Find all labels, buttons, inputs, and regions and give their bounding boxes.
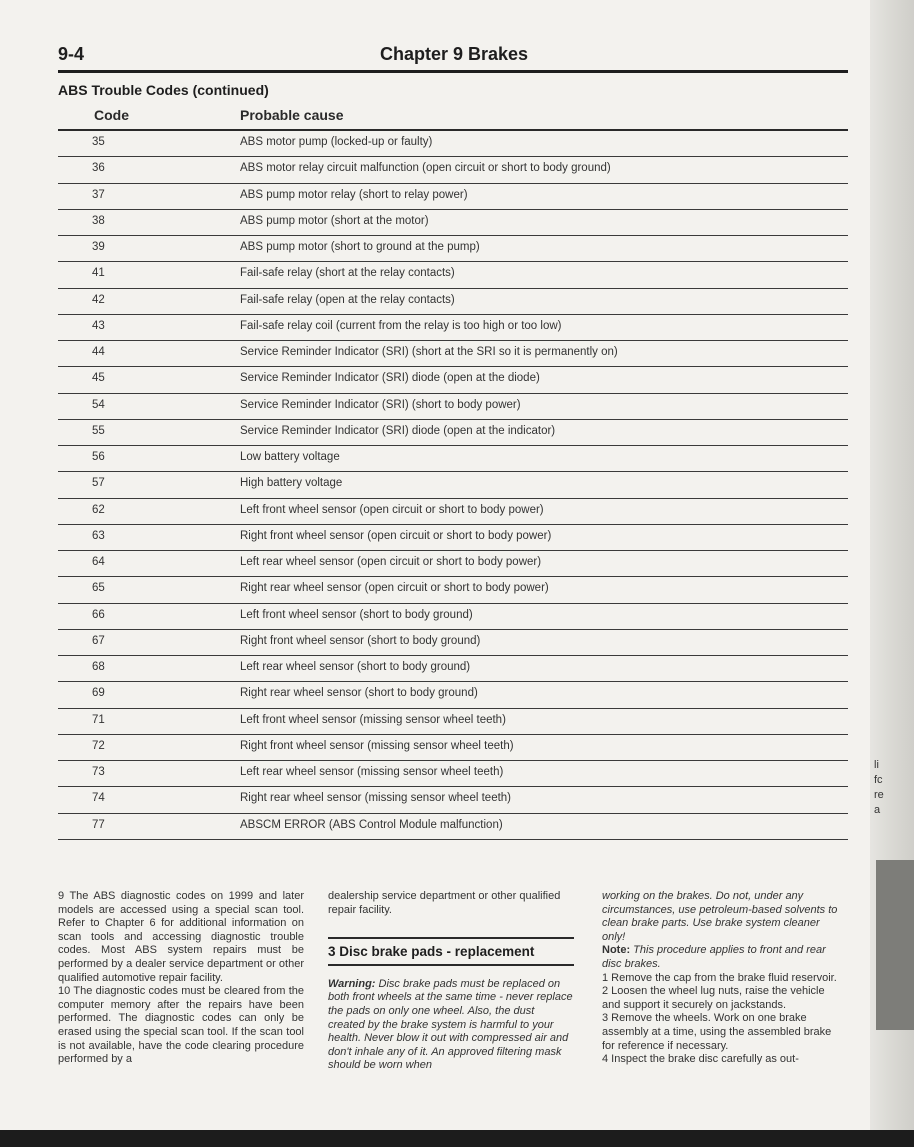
- table-row: [58, 472, 848, 498]
- adjacent-page-photo: [876, 860, 914, 1030]
- code-cell: 42: [92, 293, 105, 306]
- code-cell: 72: [92, 739, 105, 752]
- table-row: [58, 236, 848, 262]
- code-cell: 65: [92, 582, 105, 595]
- table-row: [58, 551, 848, 577]
- cause-cell: High battery voltage: [240, 477, 343, 490]
- scan-bottom-edge: [0, 1130, 914, 1147]
- code-cell: 41: [92, 267, 105, 280]
- warning-continuation: working on the brakes. Do not, under any circumstances, use petroleum-based solvents to clean brake parts. Use brake system cleaner only!: [602, 890, 838, 943]
- page-number: 9-4: [58, 44, 85, 64]
- note-label: Note:: [602, 944, 631, 957]
- code-cell: 38: [92, 214, 105, 227]
- table-row: [58, 157, 848, 183]
- step-4: 4 Inspect the brake disc carefully as out-: [602, 1053, 799, 1066]
- cause-cell: Left front wheel sensor (open circuit or short to body power): [240, 503, 544, 516]
- text-column-1: [58, 890, 304, 1067]
- cause-cell: Service Reminder Indicator (SRI) (short at the SRI so it is permanently on): [240, 346, 618, 358]
- cause-cell: ABS pump motor (short to ground at the pump): [240, 241, 480, 253]
- code-cell: 35: [92, 136, 105, 148]
- code-cell: 44: [92, 346, 105, 358]
- cause-cell: Right front wheel sensor (short to body ground): [240, 634, 481, 647]
- cause-cell: Service Reminder Indicator (SRI) (short to body power): [240, 398, 521, 411]
- code-cell: 36: [92, 162, 105, 175]
- cause-cell: ABSCM ERROR (ABS Control Module malfunction): [240, 818, 503, 831]
- table-row: [58, 709, 848, 735]
- text-column-2: [328, 890, 574, 1073]
- chapter-title: Chapter 9 Brakes: [380, 44, 529, 64]
- table-row: [58, 630, 848, 656]
- step-1: 1 Remove the cap from the brake fluid reservoir.: [602, 971, 837, 984]
- cause-cell: Fail-safe relay coil (current from the relay is too high or too low): [240, 319, 562, 332]
- cause-cell: ABS motor relay circuit malfunction (open circuit or short to body ground): [240, 162, 611, 175]
- cause-cell: Right rear wheel sensor (missing sensor wheel teeth): [240, 792, 512, 805]
- cause-cell: Low battery voltage: [240, 451, 340, 463]
- gutter-mark: re: [874, 789, 884, 801]
- table-row: [58, 499, 848, 525]
- code-cell: 73: [92, 766, 105, 778]
- header-rule: [58, 70, 848, 73]
- code-cell: 71: [92, 713, 105, 726]
- column-header-cause: Probable cause: [240, 107, 344, 123]
- page-header: [58, 44, 848, 66]
- cause-cell: Left front wheel sensor (short to body ground): [240, 608, 473, 621]
- cause-cell: ABS motor pump (locked-up or faulty): [240, 136, 433, 148]
- paragraph-10: 10 The diagnostic codes must be cleared from the computer memory after the repairs have been performed. The diagnostic codes can only be erased using the special scan tool. If the scan tool is not available, have the code clearing procedure performed by a: [58, 985, 304, 1066]
- cause-cell: Right rear wheel sensor (open circuit or short to body power): [240, 582, 549, 595]
- table-row: [58, 656, 848, 682]
- section-title: 3 Disc brake pads - replacement: [328, 943, 535, 959]
- code-cell: 43: [92, 319, 105, 332]
- table-row: [58, 367, 848, 393]
- step-3: 3 Remove the wheels. Work on one brake assembly at a time, using the assembled brake for reference if necessary.: [602, 1012, 832, 1052]
- step-2: 2 Loosen the wheel lug nuts, raise the vehicle and support it securely on jackstands.: [602, 985, 825, 1011]
- table-row: [58, 761, 848, 787]
- code-cell: 67: [92, 634, 105, 647]
- table-row: [58, 184, 848, 210]
- table-row: [58, 814, 848, 840]
- cause-cell: Right rear wheel sensor (short to body ground): [240, 687, 478, 700]
- code-cell: 45: [92, 372, 105, 385]
- gutter-mark: li: [874, 759, 879, 771]
- column-header-code: Code: [94, 107, 129, 123]
- cause-cell: Left front wheel sensor (missing sensor wheel teeth): [240, 713, 506, 726]
- cause-cell: ABS pump motor relay (short to relay power): [240, 188, 468, 201]
- code-cell: 57: [92, 477, 105, 490]
- code-cell: 68: [92, 661, 105, 673]
- gutter-mark: fc: [874, 774, 883, 786]
- table-row: [58, 131, 848, 157]
- table-row: [58, 394, 848, 420]
- cause-cell: Service Reminder Indicator (SRI) diode (open at the indicator): [240, 424, 556, 437]
- code-cell: 63: [92, 529, 105, 542]
- table-row: [58, 341, 848, 367]
- code-cell: 54: [92, 398, 105, 411]
- warning-paragraph: [328, 978, 574, 1073]
- gutter-mark: a: [874, 804, 881, 816]
- table-row: [58, 682, 848, 708]
- table-row: [58, 262, 848, 288]
- page-gutter: [870, 0, 914, 1147]
- note-text: This procedure applies to front and rear disc brakes.: [602, 944, 826, 970]
- continuation-text: dealership service department or other qualified repair facility.: [328, 890, 561, 916]
- code-cell: 56: [92, 451, 105, 463]
- table-row: [58, 735, 848, 761]
- code-cell: 62: [92, 503, 105, 516]
- table-row: [58, 604, 848, 630]
- section-rule-bottom: [328, 964, 574, 966]
- cause-cell: Fail-safe relay (short at the relay contacts): [240, 267, 455, 280]
- cause-cell: Fail-safe relay (open at the relay contacts): [240, 293, 455, 306]
- warning-text: Disc brake pads must be replaced on both front wheels at the same time - never replace the pads on only one wheel. Also, the dust created by the brake system is harmful to your health. Never blow it out with compressed air and don't inhale any of it. An approved filtering mask should be worn when: [328, 977, 573, 1072]
- cause-cell: Service Reminder Indicator (SRI) diode (open at the diode): [240, 372, 540, 385]
- code-cell: 74: [92, 792, 105, 805]
- cause-cell: Left rear wheel sensor (open circuit or short to body power): [240, 556, 542, 568]
- code-cell: 69: [92, 687, 105, 700]
- table-row: [58, 210, 848, 236]
- code-cell: 77: [92, 818, 105, 831]
- table-row: [58, 315, 848, 341]
- table-row: [58, 289, 848, 315]
- code-cell: 66: [92, 608, 105, 621]
- paragraph-9: 9 The ABS diagnostic codes on 1999 and later models are accessed using a special scan tool. Refer to Chapter 6 for additional information on scan tools and accessing diagnostic trouble codes. Most ABS system repairs must be performed by a dealer service department or other qualified automotive repair facility.: [58, 890, 304, 984]
- code-cell: 55: [92, 424, 105, 437]
- warning-label: Warning:: [328, 977, 376, 990]
- code-cell: 39: [92, 241, 105, 253]
- section-rule-top: [328, 937, 574, 939]
- trouble-code-table: [58, 131, 848, 840]
- cause-cell: Left rear wheel sensor (missing sensor wheel teeth): [240, 766, 504, 778]
- code-cell: 64: [92, 556, 105, 568]
- table-row: [58, 446, 848, 472]
- cause-cell: Right front wheel sensor (open circuit or short to body power): [240, 529, 552, 542]
- note-paragraph: [602, 944, 842, 971]
- table-row: [58, 420, 848, 446]
- table-row: [58, 577, 848, 603]
- cause-cell: Left rear wheel sensor (short to body ground): [240, 661, 471, 673]
- table-row: [58, 787, 848, 813]
- code-cell: 37: [92, 188, 105, 201]
- table-row: [58, 525, 848, 551]
- text-column-3: [602, 890, 842, 1067]
- cause-cell: Right front wheel sensor (missing sensor wheel teeth): [240, 739, 514, 752]
- cause-cell: ABS pump motor (short at the motor): [240, 214, 429, 227]
- table-title: ABS Trouble Codes (continued): [58, 82, 269, 98]
